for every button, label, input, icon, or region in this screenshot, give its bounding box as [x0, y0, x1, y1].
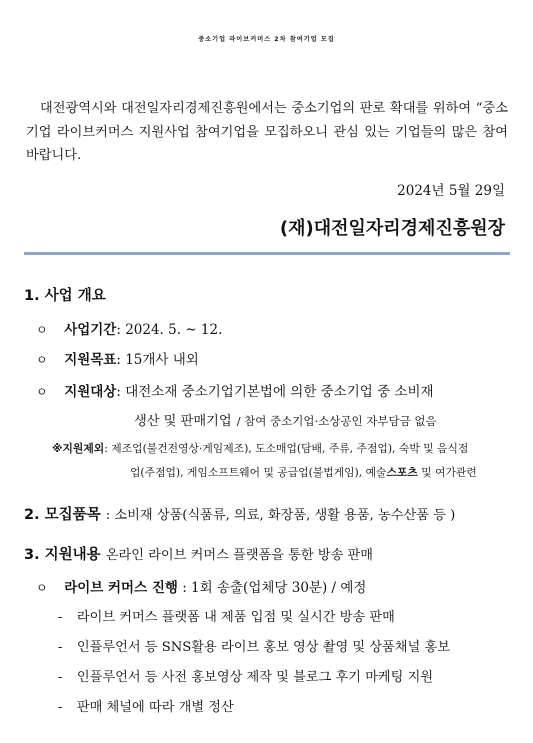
exclusion-row-continued — [130, 465, 477, 480]
section-2-row — [24, 503, 455, 524]
period-label: 사업기간 — [64, 322, 117, 338]
dash-icon: - — [58, 670, 63, 685]
livecommerce-value: : 1회 송출(업체당 30분) / 예정 — [182, 580, 367, 596]
target-value: : 15개사 내외 — [116, 352, 199, 368]
section-3-row — [24, 543, 373, 564]
bullet-icon: ㅇ — [36, 353, 48, 367]
support-item-text: 인플루언서 등 사전 홍보영상 제작 및 블로그 후기 마케팅 지원 — [76, 670, 434, 685]
period-row — [36, 318, 222, 338]
support-item-text: 라이브 커머스 플랫폼 내 제품 입점 및 실시간 방송 판매 — [76, 610, 395, 625]
section-3-summary: 온라인 라이브 커머스 플랫폼을 통한 방송 판매 — [105, 548, 373, 563]
dash-icon: - — [58, 640, 63, 655]
target-row — [36, 348, 199, 368]
exclusion-line1: : 제조업(불건전영상·게임제조), 도소매업(담배, 주류, 주점업), 숙박 및 음식점 — [104, 442, 469, 455]
exclusion-label: ※지원제외 — [52, 442, 105, 455]
support-item — [58, 606, 395, 625]
exclusion-line2c: 및 여가관련 — [417, 466, 477, 479]
support-item — [58, 696, 234, 715]
section-2-value: : 소비재 상품(식품류, 의료, 화장품, 생활 용품, 농수산품 등 ) — [105, 508, 456, 523]
livecommerce-label: 라이브 커머스 진행 — [64, 580, 178, 596]
divider-rule — [24, 252, 510, 255]
section-2-heading: 2. 모집품목 — [24, 507, 101, 523]
section-3-heading: 3. 지원내용 — [24, 547, 101, 563]
support-item-text: 인플루언서 등 SNS활용 라이브 홍보 영상 촬영 및 상품채널 홍보 — [76, 640, 450, 655]
support-item — [58, 666, 433, 685]
bullet-icon: ㅇ — [36, 581, 48, 595]
dash-icon: - — [58, 700, 63, 715]
eligibility-value-line2a: 생산 및 판매기업 — [134, 414, 232, 429]
issuing-organization: (재)대전일자리경제진흥원장 — [279, 218, 505, 239]
section-1-heading: 1. 사업 개요 — [24, 288, 106, 304]
document-title: 중소기업 라이브커머스 2차 참여기업 모집 — [198, 36, 335, 43]
bullet-icon: ㅇ — [36, 323, 48, 337]
support-item — [58, 636, 450, 655]
intro-paragraph — [26, 97, 508, 168]
eligibility-label: 지원대상 — [64, 384, 117, 400]
exclusion-row — [52, 441, 468, 456]
exclusion-line2b: 스포츠 — [386, 466, 418, 479]
exclusion-line2a: 업(주점업), 게임소프트웨어 및 공급업(불법게임), 예술 — [130, 466, 387, 479]
period-value: : 2024. 5. ~ 12. — [116, 322, 223, 338]
eligibility-value-line2b: / 참여 중소기업·소상공인 자부담금 없음 — [236, 414, 437, 428]
dash-icon: - — [58, 610, 63, 625]
intro-text: 대전광역시와 대전일자리경제진흥원에서는 중소기업의 판로 확대를 위하여 “중소기업 라이브커머스 지원사업 참여기업을 모집하오니 관심 있는 기업들의 많은 참여 바랍니다. — [26, 101, 508, 163]
livecommerce-row — [36, 576, 366, 596]
target-label: 지원목표 — [64, 352, 117, 368]
support-item-text: 판매 체널에 따라 개별 정산 — [76, 700, 234, 715]
announcement-date: 2024년 5월 29일 — [397, 183, 505, 199]
eligibility-value-line1: : 대전소재 중소기업기본법에 의한 중소기업 중 소비재 — [116, 384, 434, 400]
eligibility-row-continued — [134, 410, 437, 429]
bullet-icon: ㅇ — [36, 385, 48, 399]
eligibility-row — [36, 380, 434, 400]
